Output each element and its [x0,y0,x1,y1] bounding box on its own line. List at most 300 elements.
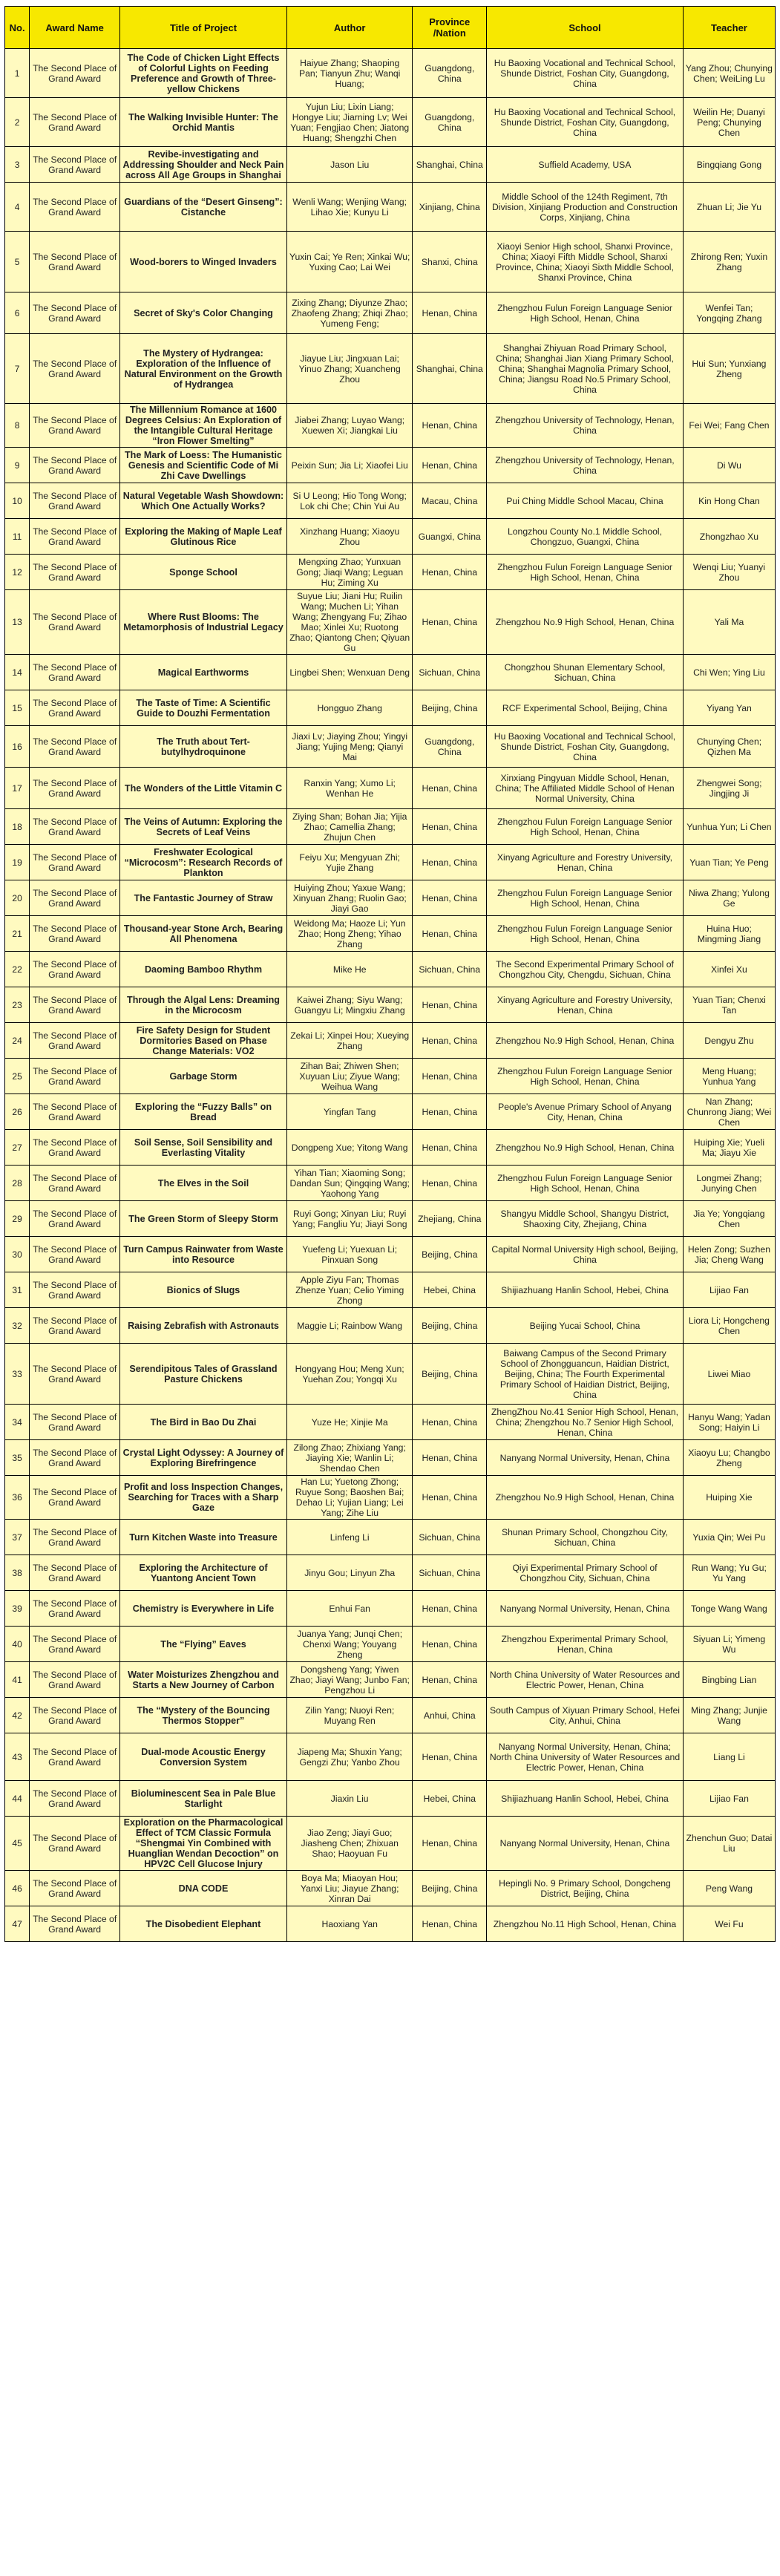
school-cell: Suffield Academy, USA [487,147,684,183]
project-title-cell: Bioluminescent Sea in Pale Blue Starlight [120,1781,287,1817]
teacher-cell: Yali Ma [683,590,775,655]
province-cell: Sichuan, China [413,1520,487,1555]
author-cell: Yujun Liu; Lixin Liang; Hongye Liu; Jiarning Lv; Wei Yuan; Fengjiao Chen; Jiatong Huang; Shengzhi Chen [286,98,412,147]
project-title-cell: Freshwater Ecological “Microcosm”: Research Records of Plankton [120,845,287,880]
author-cell: Dongpeng Xue; Yitong Wang [286,1130,412,1166]
author-cell: Zixing Zhang; Diyunze Zhao; Zhaofeng Zhang; Zhiqi Zhao; Yumeng Feng; [286,292,412,334]
school-cell: Xinxiang Pingyuan Middle School, Henan, China; The Affiliated Middle School of Henan Normal University, China [487,768,684,809]
province-cell: Hebei, China [413,1781,487,1817]
province-cell: Anhui, China [413,1698,487,1733]
teacher-cell: Helen Zong; Suzhen Jia; Cheng Wang [683,1237,775,1272]
author-cell: Suyue Liu; Jiani Hu; Ruilin Wang; Muchen Li; Yihan Wang; Zhengyang Fu; Zihao Mao; Xinlei Xu; Ruotong Zhao; Qiantong Chen; Qiyuan Gu [286,590,412,655]
row-number: 38 [5,1555,30,1591]
award-name-cell: The Second Place of Grand Award [30,1906,120,1942]
row-number: 42 [5,1698,30,1733]
row-number: 12 [5,555,30,590]
project-title-cell: The Millennium Romance at 1600 Degrees Celsius: An Exploration of the Intangible Cultural Heritage “Iron Flower Smelting” [120,404,287,448]
award-name-cell: The Second Place of Grand Award [30,1520,120,1555]
school-cell: Nanyang Normal University, Henan, China [487,1440,684,1476]
award-name-cell: The Second Place of Grand Award [30,98,120,147]
teacher-cell: Wenqi Liu; Yuanyi Zhou [683,555,775,590]
award-name-cell: The Second Place of Grand Award [30,292,120,334]
school-cell: Chongzhou Shunan Elementary School, Sichuan, China [487,655,684,690]
author-cell: Linfeng Li [286,1520,412,1555]
project-title-cell: Daoming Bamboo Rhythm [120,952,287,987]
school-cell: RCF Experimental School, Beijing, China [487,690,684,726]
school-cell: Zhengzhou University of Technology, Henan, China [487,404,684,448]
teacher-cell: Weilin He; Duanyi Peng; Chunying Chen [683,98,775,147]
teacher-cell: Huiping Xie [683,1476,775,1520]
project-title-cell: Thousand-year Stone Arch, Bearing All Phenomena [120,916,287,952]
teacher-cell: Liwei Miao [683,1344,775,1405]
row-number: 24 [5,1023,30,1059]
province-cell: Henan, China [413,1023,487,1059]
school-cell: Zhengzhou Fulun Foreign Language Senior High School, Henan, China [487,916,684,952]
teacher-cell: Yuan Tian; Chenxi Tan [683,987,775,1023]
table-row [5,655,776,690]
school-cell: Nanyang Normal University, Henan, China; North China University of Water Resources and Electric Power, Henan, China [487,1733,684,1781]
author-cell: Jiao Zeng; Jiayi Guo; Jiasheng Chen; Zhixuan Shao; Haoyuan Fu [286,1817,412,1871]
author-cell: Jiabei Zhang; Luyao Wang; Xuewen Xi; Jiangkai Liu [286,404,412,448]
award-name-cell: The Second Place of Grand Award [30,448,120,483]
award-name-cell: The Second Place of Grand Award [30,404,120,448]
province-cell: Henan, China [413,916,487,952]
award-name-cell: The Second Place of Grand Award [30,952,120,987]
school-cell: Zhengzhou No.11 High School, Henan, China [487,1906,684,1942]
project-title-cell: Where Rust Blooms: The Metamorphosis of Industrial Legacy [120,590,287,655]
teacher-cell: Yuxia Qin; Wei Pu [683,1520,775,1555]
table-row [5,1130,776,1166]
header-row [5,7,776,49]
author-cell: Weidong Ma; Haoze Li; Yun Zhao; Hong Zheng; Yihao Zhang [286,916,412,952]
school-cell: North China University of Water Resources and Electric Power, Henan, China [487,1662,684,1698]
author-cell: Haoxiang Yan [286,1906,412,1942]
award-name-cell: The Second Place of Grand Award [30,1308,120,1344]
teacher-cell: Ming Zhang; Junjie Wang [683,1698,775,1733]
school-cell: Shijiazhuang Hanlin School, Hebei, China [487,1781,684,1817]
award-name-cell: The Second Place of Grand Award [30,1871,120,1906]
school-cell: Nanyang Normal University, Henan, China [487,1817,684,1871]
school-cell: Zhengzhou Fulun Foreign Language Senior High School, Henan, China [487,809,684,845]
province-cell: Beijing, China [413,1871,487,1906]
award-name-cell: The Second Place of Grand Award [30,1555,120,1591]
award-name-cell: The Second Place of Grand Award [30,483,120,519]
row-number: 44 [5,1781,30,1817]
award-name-cell: The Second Place of Grand Award [30,183,120,232]
author-cell: Hongguo Zhang [286,690,412,726]
author-cell: Jiapeng Ma; Shuxin Yang; Gengzi Zhu; Yanbo Zhou [286,1733,412,1781]
project-title-cell: Fire Safety Design for Student Dormitories Based on Phase Change Materials: VO2 [120,1023,287,1059]
row-number: 7 [5,334,30,404]
teacher-cell: Siyuan Li; Yimeng Wu [683,1627,775,1662]
project-title-cell: Serendipitous Tales of Grassland Pasture Chickens [120,1344,287,1405]
project-title-cell: The “Mystery of the Bouncing Thermos Stopper” [120,1698,287,1733]
school-cell: Hu Baoxing Vocational and Technical School, Shunde District, Foshan City, Guangdong, China [487,726,684,768]
row-number: 22 [5,952,30,987]
province-cell: Henan, China [413,1405,487,1440]
school-cell: The Second Experimental Primary School of Chongzhou City, Chengdu, Sichuan, China [487,952,684,987]
teacher-cell: Fei Wei; Fang Chen [683,404,775,448]
award-name-cell: The Second Place of Grand Award [30,1166,120,1201]
school-cell: Xiaoyi Senior High school, Shanxi Province, China; Xiaoyi Fifth Middle School, Shanxi Province, China; Xiaoyi Sixth Middle School, Shanxi Province, China [487,232,684,292]
project-title-cell: The Mark of Loess: The Humanistic Genesis and Scientific Code of Mi Zhi Cave Dwellings [120,448,287,483]
teacher-cell: Bingqiang Gong [683,147,775,183]
award-name-cell: The Second Place of Grand Award [30,690,120,726]
teacher-cell: Chunying Chen; Qizhen Ma [683,726,775,768]
province-cell: Henan, China [413,292,487,334]
teacher-cell: Nan Zhang; Chunrong Jiang; Wei Chen [683,1094,775,1130]
province-cell: Henan, China [413,809,487,845]
row-number: 47 [5,1906,30,1942]
project-title-cell: Bionics of Slugs [120,1272,287,1308]
teacher-cell: Peng Wang [683,1871,775,1906]
school-cell: South Campus of Xiyuan Primary School, Hefei City, Anhui, China [487,1698,684,1733]
teacher-cell: Bingbing Lian [683,1662,775,1698]
author-cell: Jinyu Gou; Linyun Zha [286,1555,412,1591]
school-cell: Shangyu Middle School, Shangyu District, Shaoxing City, Zhejiang, China [487,1201,684,1237]
table-row [5,1520,776,1555]
school-cell: Nanyang Normal University, Henan, China [487,1591,684,1627]
table-row [5,555,776,590]
teacher-cell: Zhirong Ren; Yuxin Zhang [683,232,775,292]
province-cell: Henan, China [413,987,487,1023]
table-row [5,726,776,768]
row-number: 21 [5,916,30,952]
award-name-cell: The Second Place of Grand Award [30,1201,120,1237]
author-cell: Hongyang Hou; Meng Xun; Yuehan Zou; Yongqi Xu [286,1344,412,1405]
award-name-cell: The Second Place of Grand Award [30,1591,120,1627]
award-name-cell: The Second Place of Grand Award [30,147,120,183]
teacher-cell: Wei Fu [683,1906,775,1942]
project-title-cell: The Code of Chicken Light Effects of Colorful Lights on Feeding Preference and Growth of Three-yellow Chickens [120,49,287,98]
award-name-cell: The Second Place of Grand Award [30,1059,120,1094]
award-name-cell: The Second Place of Grand Award [30,1094,120,1130]
author-cell: Mengxing Zhao; Yunxuan Gong; Jiaqi Wang; Leguan Hu; Ziming Xu [286,555,412,590]
row-number: 43 [5,1733,30,1781]
author-cell: Ranxin Yang; Xumo Li; Wenhan He [286,768,412,809]
province-cell: Henan, China [413,1130,487,1166]
row-number: 33 [5,1344,30,1405]
table-body [5,49,776,1942]
project-title-cell: Turn Kitchen Waste into Treasure [120,1520,287,1555]
row-number: 32 [5,1308,30,1344]
author-cell: Yihan Tian; Xiaoming Song; Dandan Sun; Qingqing Wang; Yaohong Yang [286,1166,412,1201]
table-row [5,809,776,845]
teacher-cell: Lijiao Fan [683,1272,775,1308]
column-header-province: Province /Nation [413,7,487,49]
author-cell: Jason Liu [286,147,412,183]
province-cell: Guangdong, China [413,49,487,98]
award-name-cell: The Second Place of Grand Award [30,1627,120,1662]
award-name-cell: The Second Place of Grand Award [30,1698,120,1733]
school-cell: Xinyang Agriculture and Forestry University, Henan, China [487,987,684,1023]
province-cell: Xinjiang, China [413,183,487,232]
row-number: 27 [5,1130,30,1166]
project-title-cell: The Taste of Time: A Scientific Guide to Douzhi Fermentation [120,690,287,726]
school-cell: Zhengzhou Experimental Primary School, Henan, China [487,1627,684,1662]
table-row [5,987,776,1023]
school-cell: Zhengzhou Fulun Foreign Language Senior High School, Henan, China [487,1166,684,1201]
table-row [5,1733,776,1781]
author-cell: Juanya Yang; Junqi Chen; Chenxi Wang; Youyang Zheng [286,1627,412,1662]
school-cell: Shijiazhuang Hanlin School, Hebei, China [487,1272,684,1308]
province-cell: Henan, China [413,1627,487,1662]
teacher-cell: Meng Huang; Yunhua Yang [683,1059,775,1094]
author-cell: Jiaxin Liu [286,1781,412,1817]
table-row [5,519,776,555]
table-row [5,768,776,809]
row-number: 8 [5,404,30,448]
province-cell: Henan, China [413,1817,487,1871]
row-number: 25 [5,1059,30,1094]
teacher-cell: Zhuan Li; Jie Yu [683,183,775,232]
row-number: 39 [5,1591,30,1627]
table-row [5,952,776,987]
project-title-cell: Dual-mode Acoustic Energy Conversion System [120,1733,287,1781]
row-number: 36 [5,1476,30,1520]
school-cell: Shunan Primary School, Chongzhou City, Sichuan, China [487,1520,684,1555]
teacher-cell: Niwa Zhang; Yulong Ge [683,880,775,916]
row-number: 15 [5,690,30,726]
author-cell: Lingbei Shen; Wenxuan Deng [286,655,412,690]
award-name-cell: The Second Place of Grand Award [30,1344,120,1405]
award-name-cell: The Second Place of Grand Award [30,809,120,845]
school-cell: Zhengzhou No.9 High School, Henan, China [487,590,684,655]
row-number: 30 [5,1237,30,1272]
project-title-cell: Magical Earthworms [120,655,287,690]
table-row [5,483,776,519]
school-cell: Qiyi Experimental Primary School of Chongzhou City, Sichuan, China [487,1555,684,1591]
award-name-cell: The Second Place of Grand Award [30,1237,120,1272]
author-cell: Yuefeng Li; Yuexuan Li; Pinxuan Song [286,1237,412,1272]
row-number: 9 [5,448,30,483]
project-title-cell: The Green Storm of Sleepy Storm [120,1201,287,1237]
row-number: 34 [5,1405,30,1440]
author-cell: Boya Ma; Miaoyan Hou; Yanxi Liu; Jiayue Zhang; Xinran Dai [286,1871,412,1906]
author-cell: Huiying Zhou; Yaxue Wang; Xinyuan Zhang; Ruolin Gao; Jiayi Gao [286,880,412,916]
row-number: 11 [5,519,30,555]
teacher-cell: Liora Li; Hongcheng Chen [683,1308,775,1344]
author-cell: Feiyu Xu; Mengyuan Zhi; Yujie Zhang [286,845,412,880]
school-cell: Baiwang Campus of the Second Primary School of Zhongguancun, Haidian District, Beijing, China; The Fourth Experimental Primary School of Haidian District, Beijing, China [487,1344,684,1405]
table-row [5,1662,776,1698]
teacher-cell: Huina Huo; Mingming Jiang [683,916,775,952]
table-row [5,1094,776,1130]
row-number: 26 [5,1094,30,1130]
province-cell: Henan, China [413,1476,487,1520]
project-title-cell: Turn Campus Rainwater from Waste into Resource [120,1237,287,1272]
author-cell: Enhui Fan [286,1591,412,1627]
table-row [5,1781,776,1817]
school-cell: Capital Normal University High school, Beijing, China [487,1237,684,1272]
award-name-cell: The Second Place of Grand Award [30,1440,120,1476]
column-header-no: No. [5,7,30,49]
teacher-cell: Yunhua Yun; Li Chen [683,809,775,845]
province-cell: Henan, China [413,555,487,590]
table-row [5,1440,776,1476]
province-cell: Shanghai, China [413,147,487,183]
row-number: 29 [5,1201,30,1237]
teacher-cell: Huiping Xie; Yueli Ma; Jiayu Xie [683,1130,775,1166]
province-cell: Henan, China [413,880,487,916]
column-header-award: Award Name [30,7,120,49]
column-header-teacher: Teacher [683,7,775,49]
province-cell: Hebei, China [413,1272,487,1308]
project-title-cell: The Veins of Autumn: Exploring the Secrets of Leaf Veins [120,809,287,845]
author-cell: Ruyi Gong; Xinyan Liu; Ruyi Yang; Fangliu Yu; Jiayi Song [286,1201,412,1237]
row-number: 23 [5,987,30,1023]
teacher-cell: Hanyu Wang; Yadan Song; Haiyin Li [683,1405,775,1440]
project-title-cell: Garbage Storm [120,1059,287,1094]
teacher-cell: Longmei Zhang; Junying Chen [683,1166,775,1201]
table-row [5,1405,776,1440]
teacher-cell: Di Wu [683,448,775,483]
award-name-cell: The Second Place of Grand Award [30,916,120,952]
table-row [5,845,776,880]
author-cell: Apple Ziyu Fan; Thomas Zhenze Yuan; Celio Yiming Zhong [286,1272,412,1308]
province-cell: Henan, China [413,448,487,483]
author-cell: Yuze He; Xinjie Ma [286,1405,412,1440]
teacher-cell: Lijiao Fan [683,1781,775,1817]
project-title-cell: Through the Algal Lens: Dreaming in the Microcosm [120,987,287,1023]
school-cell: Hu Baoxing Vocational and Technical School, Shunde District, Foshan City, Guangdong, China [487,49,684,98]
project-title-cell: The Disobedient Elephant [120,1906,287,1942]
teacher-cell: Yuan Tian; Ye Peng [683,845,775,880]
table-row [5,183,776,232]
school-cell: Pui Ching Middle School Macau, China [487,483,684,519]
column-header-school: School [487,7,684,49]
project-title-cell: The Walking Invisible Hunter: The Orchid Mantis [120,98,287,147]
school-cell: Middle School of the 124th Regiment, 7th Division, Xinjiang Production and Construction Corps, Xinjiang, China [487,183,684,232]
row-number: 31 [5,1272,30,1308]
row-number: 1 [5,49,30,98]
table-row [5,1308,776,1344]
teacher-cell: Xiaoyu Lu; Changbo Zheng [683,1440,775,1476]
school-cell: Zhengzhou No.9 High School, Henan, China [487,1130,684,1166]
school-cell: Zhengzhou No.9 High School, Henan, China [487,1023,684,1059]
table-row [5,1555,776,1591]
province-cell: Henan, China [413,1166,487,1201]
province-cell: Guangdong, China [413,726,487,768]
teacher-cell: Kin Hong Chan [683,483,775,519]
project-title-cell: The Bird in Bao Du Zhai [120,1405,287,1440]
teacher-cell: Jia Ye; Yongqiang Chen [683,1201,775,1237]
table-row [5,1166,776,1201]
row-number: 46 [5,1871,30,1906]
table-row [5,448,776,483]
award-name-cell: The Second Place of Grand Award [30,1130,120,1166]
row-number: 41 [5,1662,30,1698]
row-number: 45 [5,1817,30,1871]
row-number: 28 [5,1166,30,1201]
province-cell: Macau, China [413,483,487,519]
award-name-cell: The Second Place of Grand Award [30,232,120,292]
author-cell: Yingfan Tang [286,1094,412,1130]
author-cell: Yuxin Cai; Ye Ren; Xinkai Wu; Yuxing Cao; Lai Wei [286,232,412,292]
province-cell: Henan, China [413,1591,487,1627]
table-row [5,1871,776,1906]
table-row [5,49,776,98]
teacher-cell: Xinfei Xu [683,952,775,987]
award-name-cell: The Second Place of Grand Award [30,555,120,590]
project-title-cell: Exploring the Architecture of Yuantong Ancient Town [120,1555,287,1591]
project-title-cell: DNA CODE [120,1871,287,1906]
school-cell: Hu Baoxing Vocational and Technical School, Shunde District, Foshan City, Guangdong, China [487,98,684,147]
column-header-title: Title of Project [120,7,287,49]
row-number: 5 [5,232,30,292]
table-row [5,880,776,916]
teacher-cell: Chi Wen; Ying Liu [683,655,775,690]
award-name-cell: The Second Place of Grand Award [30,519,120,555]
award-name-cell: The Second Place of Grand Award [30,49,120,98]
province-cell: Henan, China [413,845,487,880]
project-title-cell: Crystal Light Odyssey: A Journey of Exploring Birefringence [120,1440,287,1476]
school-cell: Zhengzhou Fulun Foreign Language Senior High School, Henan, China [487,555,684,590]
award-name-cell: The Second Place of Grand Award [30,1272,120,1308]
province-cell: Sichuan, China [413,655,487,690]
table-row [5,1698,776,1733]
row-number: 17 [5,768,30,809]
province-cell: Henan, China [413,1094,487,1130]
author-cell: Zilin Yang; Nuoyi Ren; Muyang Ren [286,1698,412,1733]
project-title-cell: Soil Sense, Soil Sensibility and Everlasting Vitality [120,1130,287,1166]
row-number: 2 [5,98,30,147]
project-title-cell: Water Moisturizes Zhengzhou and Starts a New Journey of Carbon [120,1662,287,1698]
province-cell: Henan, China [413,1662,487,1698]
award-name-cell: The Second Place of Grand Award [30,768,120,809]
province-cell: Henan, China [413,1906,487,1942]
province-cell: Sichuan, China [413,1555,487,1591]
project-title-cell: Natural Vegetable Wash Showdown: Which One Actually Works? [120,483,287,519]
author-cell: Dongsheng Yang; Yiwen Zhao; Jiayi Wang; Junbo Fan; Pengzhou Li [286,1662,412,1698]
author-cell: Zilong Zhao; Zhixiang Yang; Jiaying Xie; Wanlin Li; Shendao Chen [286,1440,412,1476]
province-cell: Beijing, China [413,1308,487,1344]
author-cell: Haiyue Zhang; Shaoping Pan; Tianyun Zhu; Wanqi Huang; [286,49,412,98]
author-cell: Han Lu; Yuetong Zhong; Ruyue Song; Baoshen Bai; Dehao Li; Yujian Liang; Lei Yang; Zihe Liu [286,1476,412,1520]
award-name-cell: The Second Place of Grand Award [30,1023,120,1059]
row-number: 35 [5,1440,30,1476]
table-row [5,1237,776,1272]
teacher-cell: Run Wang; Yu Gu; Yu Yang [683,1555,775,1591]
table-row [5,1272,776,1308]
table-row [5,916,776,952]
school-cell: People's Avenue Primary School of Anyang City, Henan, China [487,1094,684,1130]
school-cell: Hepingli No. 9 Primary School, Dongcheng District, Beijing, China [487,1871,684,1906]
table-row [5,1476,776,1520]
author-cell: Wenli Wang; Wenjing Wang; Lihao Xie; Kunyu Li [286,183,412,232]
row-number: 14 [5,655,30,690]
school-cell: Zhengzhou Fulun Foreign Language Senior High School, Henan, China [487,1059,684,1094]
project-title-cell: The Wonders of the Little Vitamin C [120,768,287,809]
school-cell: Xinyang Agriculture and Forestry University, Henan, China [487,845,684,880]
table-row [5,1201,776,1237]
project-title-cell: The Elves in the Soil [120,1166,287,1201]
table-row [5,1627,776,1662]
province-cell: Beijing, China [413,1344,487,1405]
row-number: 4 [5,183,30,232]
teacher-cell: Zhenchun Guo; Datai Liu [683,1817,775,1871]
project-title-cell: The Fantastic Journey of Straw [120,880,287,916]
project-title-cell: Chemistry is Everywhere in Life [120,1591,287,1627]
author-cell: Zihan Bai; Zhiwen Shen; Xuyuan Liu; Ziyue Wang; Weihua Wang [286,1059,412,1094]
author-cell: Xinzhang Huang; Xiaoyu Zhou [286,519,412,555]
project-title-cell: The Mystery of Hydrangea: Exploration of the Influence of Natural Environment on the Growth of Hydrangea [120,334,287,404]
teacher-cell: Yang Zhou; Chunying Chen; WeiLing Lu [683,49,775,98]
teacher-cell: Tonge Wang Wang [683,1591,775,1627]
province-cell: Beijing, China [413,690,487,726]
row-number: 20 [5,880,30,916]
province-cell: Sichuan, China [413,952,487,987]
